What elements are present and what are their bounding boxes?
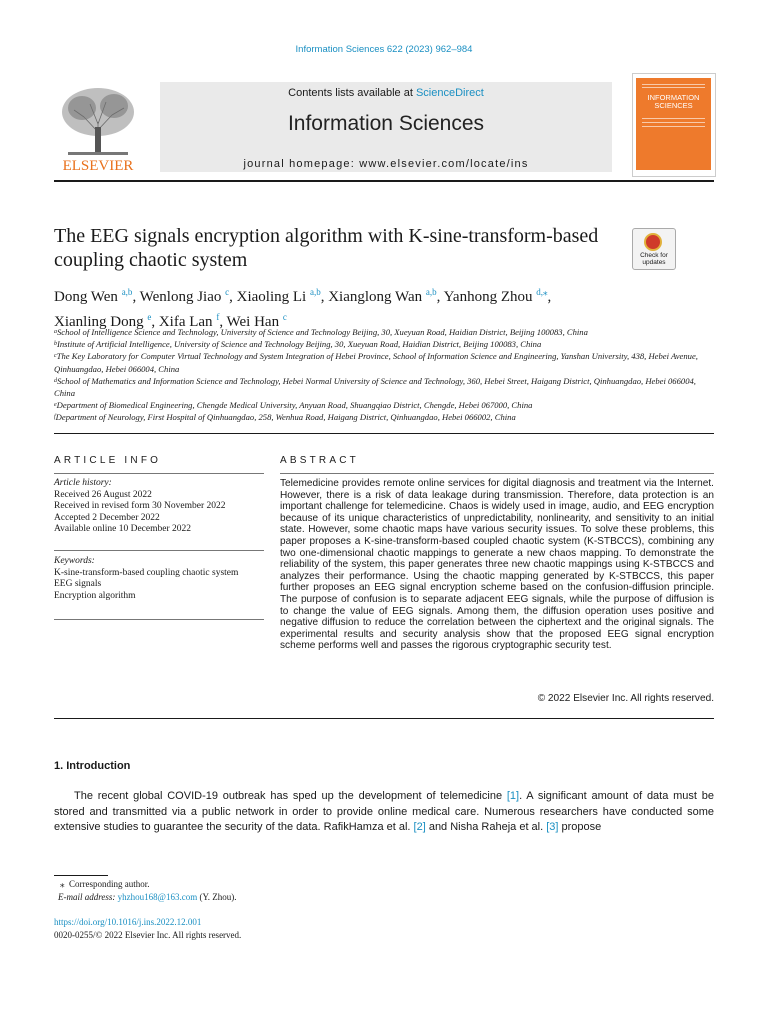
check-for-updates-button[interactable] — [632, 228, 676, 270]
keywords-label: Keywords: — [54, 556, 95, 566]
section-divider — [54, 718, 714, 719]
journal-banner — [160, 82, 612, 172]
author-list: Dong Wen $^{a,b}$, Wenlong Jiao $^c$, Xiaoling Li $^{a,b}$, Xianglong Wan $^{a,b}$, Yanhong Zhou $^{d,⁎}$, Xianling Dong $^e$, Xifa Lan $^f$, Wei Han $^c$ — [54, 287, 552, 330]
article-info-rule — [54, 473, 264, 474]
keyword-item: Encryption algorithm — [54, 590, 136, 601]
paper-title: The EEG signals encryption algorithm with K-sine-transform-based coupling chaotic system — [54, 225, 599, 271]
citation-link[interactable]: [2] — [413, 821, 426, 833]
abstract-copyright: © 2022 Elsevier Inc. All rights reserved. — [537, 693, 714, 704]
abstract-rule — [280, 473, 714, 474]
author-name[interactable]: Xianglong Wan — [328, 289, 423, 305]
abstract-text: Telemedicine provides remote online services for digital diagnosis and treatment via the Internet. However, there is a risk of data leakage during transmission. Therefore, data protection is an important challenge for telemedicine. Chaos is widely used in image, audio, and EEG encryption because of its unique characteristics of unpredictability, nonlinearity, and sensitivity to an initial state. However, some chaotic maps have various security issues. To solve these problems, this paper proposes a K-sine-transform-based coupled chaotic system (K-STBCCS), combining any two one-dimensional chaotic mappings to generate a new chaos mapping. To demonstrate the reliability of the system, this paper generates three new chaotic mappings using K-STBCCS and analyzes their performance. Using the chaotic mapping generated by K-STBCCS, this paper further proposes an EEG signal encryption scheme based on the confusion-diffusion principle. The purpose of confusion is to separate adjacent EEG signals, while the purpose of diffusion is to change the value of EEG signals. Among them, the diffusion operation uses positive and negative diffusion to reduce the correlation between the ciphertext and the original signals. The experimental results and security analysis show that the proposed EEG signal encryption scheme performs well and passes the rigorous cryptographic security test. — [280, 478, 714, 652]
section-divider — [54, 433, 714, 434]
issn-copyright: 0020-0255/© 2022 Elsevier Inc. All rights reserved. — [54, 929, 242, 940]
affiliation-item: $^f$Department of Neurology, First Hospital of Qinhuangdao, 258, Wenhua Road, Haigang District, Qinhuangdao, Hebei 066002, China — [54, 412, 516, 423]
author-name[interactable]: Xianling Dong — [54, 314, 144, 330]
history-item: Accepted 2 December 2022 — [54, 512, 160, 523]
author-name[interactable]: Wei Han — [226, 314, 280, 330]
affiliation-item: $^d$School of Mathematics and Information Science and Technology, Hebei Normal University of Science and Technology, 360, Hebei Street, Haigang District, Qinhuangdao, Hebei 066004, China — [54, 375, 696, 399]
author-affil-ref[interactable]: c — [282, 312, 287, 322]
corresponding-author: Corresponding author. — [69, 879, 150, 889]
affiliations — [54, 326, 718, 424]
keyword-item: EEG signals — [54, 579, 102, 589]
journal-homepage[interactable]: journal homepage: www.elsevier.com/locate/ins — [243, 158, 529, 170]
affiliation-item: $^e$Department of Biomedical Engineering, Chengde Medical University, Anyuan Road, Shuangqiao District, Chengde, Hebei 067000, China — [54, 400, 533, 411]
author-affil-ref[interactable]: e — [147, 312, 152, 322]
affiliation-item: $^c$The Key Laboratory for Computer Virtual Technology and System Integration of Hebei Province, School of Information Science and Engineering, Yanshan University, 438, Hebei Avenue, Qinhuangdao, Hebei 066004, China — [54, 351, 698, 374]
history-item: Available online 10 December 2022 — [54, 524, 191, 534]
keyword-item: K-sine-transform-based coupling chaotic system — [54, 567, 239, 578]
author-name[interactable]: Xiaoling Li — [236, 289, 307, 305]
email-link[interactable]: yhzhou168@163.com — [117, 892, 198, 902]
cover-title: INFORMATION SCIENCES — [647, 93, 700, 110]
affiliation-item: $^a$School of Intelligence Science and Technology, University of Science and Technology Beijing, 30, Xueyuan Road, Haidian District, Beijing 100083, China — [54, 327, 588, 337]
check-updates-label: Check for updates — [640, 252, 668, 266]
check-updates-icon — [644, 233, 662, 251]
author-affil-ref[interactable]: a,b — [121, 287, 133, 297]
history-item: Received in revised form 30 November 2022 — [54, 501, 226, 511]
journal-cover-image — [632, 73, 716, 177]
author-name[interactable]: Dong Wen — [54, 289, 118, 305]
author-affil-ref[interactable]: c — [225, 287, 230, 297]
citation-link[interactable]: [3] — [546, 821, 559, 833]
history-item: Received 26 August 2022 — [54, 489, 152, 500]
author-name[interactable]: Wenlong Jiao — [139, 289, 222, 305]
author-name[interactable]: Xifa Lan — [158, 314, 213, 330]
article-info-rule — [54, 550, 264, 551]
footnote-star: ⁎ — [60, 879, 65, 889]
introduction-paragraph: The recent global COVID-19 outbreak has sped up the development of telemedicine [1]. A significant amount of data must be stored and transmitted via a public network in order to provide online medical care. Numerous researchers have conducted some extensive studies to guarantee the security of the data. RafikHamza et al. [2] and Nisha Raheja et al. [3] propose — [54, 790, 714, 833]
history-label: Article history: — [54, 478, 112, 488]
author-affil-ref[interactable]: d,⁎ — [536, 287, 548, 297]
journal-reference-link[interactable]: Information Sciences 622 (2023) 962–984 — [295, 44, 473, 55]
elsevier-logo — [54, 82, 142, 174]
doi-block — [54, 916, 454, 941]
affiliation-item: $^b$Institute of Artificial Intelligence, University of Science and Technology Beijing, 30, Xueyuan Road, Haidian District, Beijing 100083, China — [54, 339, 542, 350]
keywords — [54, 556, 269, 602]
author-affil-ref[interactable]: a,b — [309, 287, 321, 297]
footnote: ⁎ Corresponding author. E-mail address: yhzhou168@163.com (Y. Zhou). — [58, 879, 237, 902]
sciencedirect-link[interactable]: ScienceDirect — [415, 87, 484, 99]
footnote-rule — [54, 875, 108, 876]
article-info-heading: ARTICLE INFO — [54, 455, 162, 466]
contents-line — [160, 87, 612, 99]
author-affil-ref[interactable]: a,b — [425, 287, 437, 297]
elsevier-wordmark: ELSEVIER — [62, 158, 134, 174]
journal-title: Information Sciences — [287, 112, 485, 135]
citation-link[interactable]: [1] — [506, 790, 520, 802]
email-label: E-mail address: — [58, 892, 116, 902]
abstract-heading: ABSTRACT — [280, 455, 359, 466]
contents-prefix: Contents lists available at — [288, 87, 416, 99]
author-name[interactable]: Yanhong Zhou — [443, 289, 533, 305]
introduction-heading: 1. Introduction — [54, 760, 131, 772]
article-history — [54, 478, 269, 536]
author-affil-ref[interactable]: f — [216, 312, 220, 322]
header-rule — [54, 180, 714, 182]
article-info-rule — [54, 619, 264, 620]
doi-link[interactable]: https://doi.org/10.1016/j.ins.2022.12.001 — [54, 917, 202, 927]
